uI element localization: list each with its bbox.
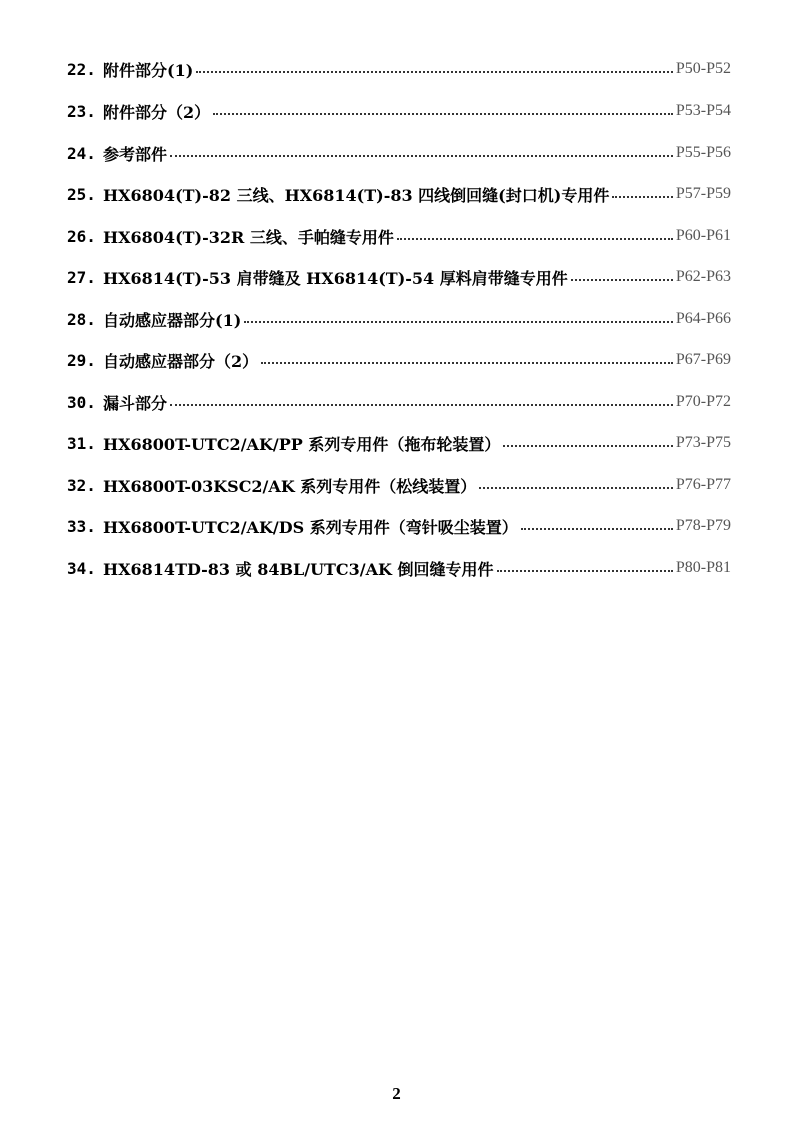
entry-number: 26. — [67, 226, 96, 246]
entry-pages: P80-P81 — [675, 559, 731, 576]
toc-entry-25[interactable] — [67, 179, 731, 209]
toc-entry-28[interactable] — [67, 304, 731, 334]
dot-leader — [261, 362, 673, 364]
dot-leader — [244, 321, 673, 323]
toc-entry-23[interactable] — [67, 96, 731, 126]
entry-pages: P76-P77 — [675, 476, 731, 493]
entry-title: HX6804(T)-32R 三线、手帕缝专用件 — [103, 227, 394, 247]
entry-pages: P57-P59 — [675, 185, 731, 202]
entry-number: 31. — [67, 433, 96, 453]
dot-leader — [521, 528, 673, 530]
entry-number: 25. — [67, 184, 96, 204]
entry-pages: P70-P72 — [675, 393, 731, 410]
entry-title: HX6800T-03KSC2/AK 系列专用件（松线装置） — [103, 476, 477, 496]
toc-entry-26[interactable] — [67, 221, 731, 251]
entry-title: HX6800T-UTC2/AK/PP 系列专用件（拖布轮装置） — [103, 434, 501, 454]
entry-number: 22. — [67, 59, 96, 79]
entry-title: 附件部分（2） — [103, 102, 211, 122]
entry-pages: P60-P61 — [675, 227, 731, 244]
entry-title: 附件部分(1) — [103, 60, 194, 80]
dot-leader — [397, 238, 673, 240]
page-number: 2 — [392, 1084, 401, 1103]
toc-entry-33[interactable] — [67, 511, 731, 541]
entry-pages: P78-P79 — [675, 517, 731, 534]
entry-title: HX6814(T)-53 肩带缝及 HX6814(T)-54 厚料肩带缝专用件 — [103, 268, 568, 288]
entry-pages: P55-P56 — [675, 144, 731, 161]
entry-number: 28. — [67, 309, 96, 329]
entry-title: HX6804(T)-82 三线、HX6814(T)-83 四线倒回缝(封口机)专用件 — [103, 185, 610, 205]
toc-entry-31[interactable] — [67, 428, 731, 458]
entry-title: HX6800T-UTC2/AK/DS 系列专用件（弯针吸尘装置） — [103, 517, 518, 537]
toc-entry-24[interactable] — [67, 138, 731, 168]
dot-leader — [170, 155, 673, 157]
toc-entry-22[interactable] — [67, 54, 731, 84]
entry-number: 24. — [67, 143, 96, 163]
dot-leader — [503, 445, 673, 447]
dot-leader — [612, 196, 673, 198]
entry-title: 漏斗部分 — [103, 393, 168, 413]
toc-entry-30[interactable] — [67, 387, 731, 417]
dot-leader — [213, 113, 673, 115]
entry-pages: P50-P52 — [675, 60, 731, 77]
entry-pages: P67-P69 — [675, 351, 731, 368]
dot-leader — [170, 404, 673, 406]
entry-title: 自动感应器部分(1) — [103, 310, 242, 330]
dot-leader — [497, 570, 673, 572]
entry-number: 34. — [67, 558, 96, 578]
toc-entry-29[interactable] — [67, 345, 731, 375]
dot-leader — [571, 279, 673, 281]
entry-pages: P53-P54 — [675, 102, 731, 119]
entry-number: 30. — [67, 392, 96, 412]
entry-title: 参考部件 — [103, 144, 168, 164]
entry-pages: P62-P63 — [675, 268, 731, 285]
dot-leader — [479, 487, 673, 489]
toc-entry-34[interactable] — [67, 553, 731, 583]
entry-number: 29. — [67, 350, 96, 370]
entry-title: HX6814TD-83 或 84BL/UTC3/AK 倒回缝专用件 — [103, 559, 494, 579]
entry-number: 32. — [67, 475, 96, 495]
entry-pages: P64-P66 — [675, 310, 731, 327]
toc-entry-27[interactable] — [67, 262, 731, 292]
entry-pages: P73-P75 — [675, 434, 731, 451]
toc-entry-32[interactable] — [67, 470, 731, 500]
entry-title: 自动感应器部分（2） — [103, 351, 259, 371]
entry-number: 23. — [67, 101, 96, 121]
entry-number: 27. — [67, 267, 96, 287]
entry-number: 33. — [67, 516, 96, 536]
dot-leader — [196, 71, 673, 73]
